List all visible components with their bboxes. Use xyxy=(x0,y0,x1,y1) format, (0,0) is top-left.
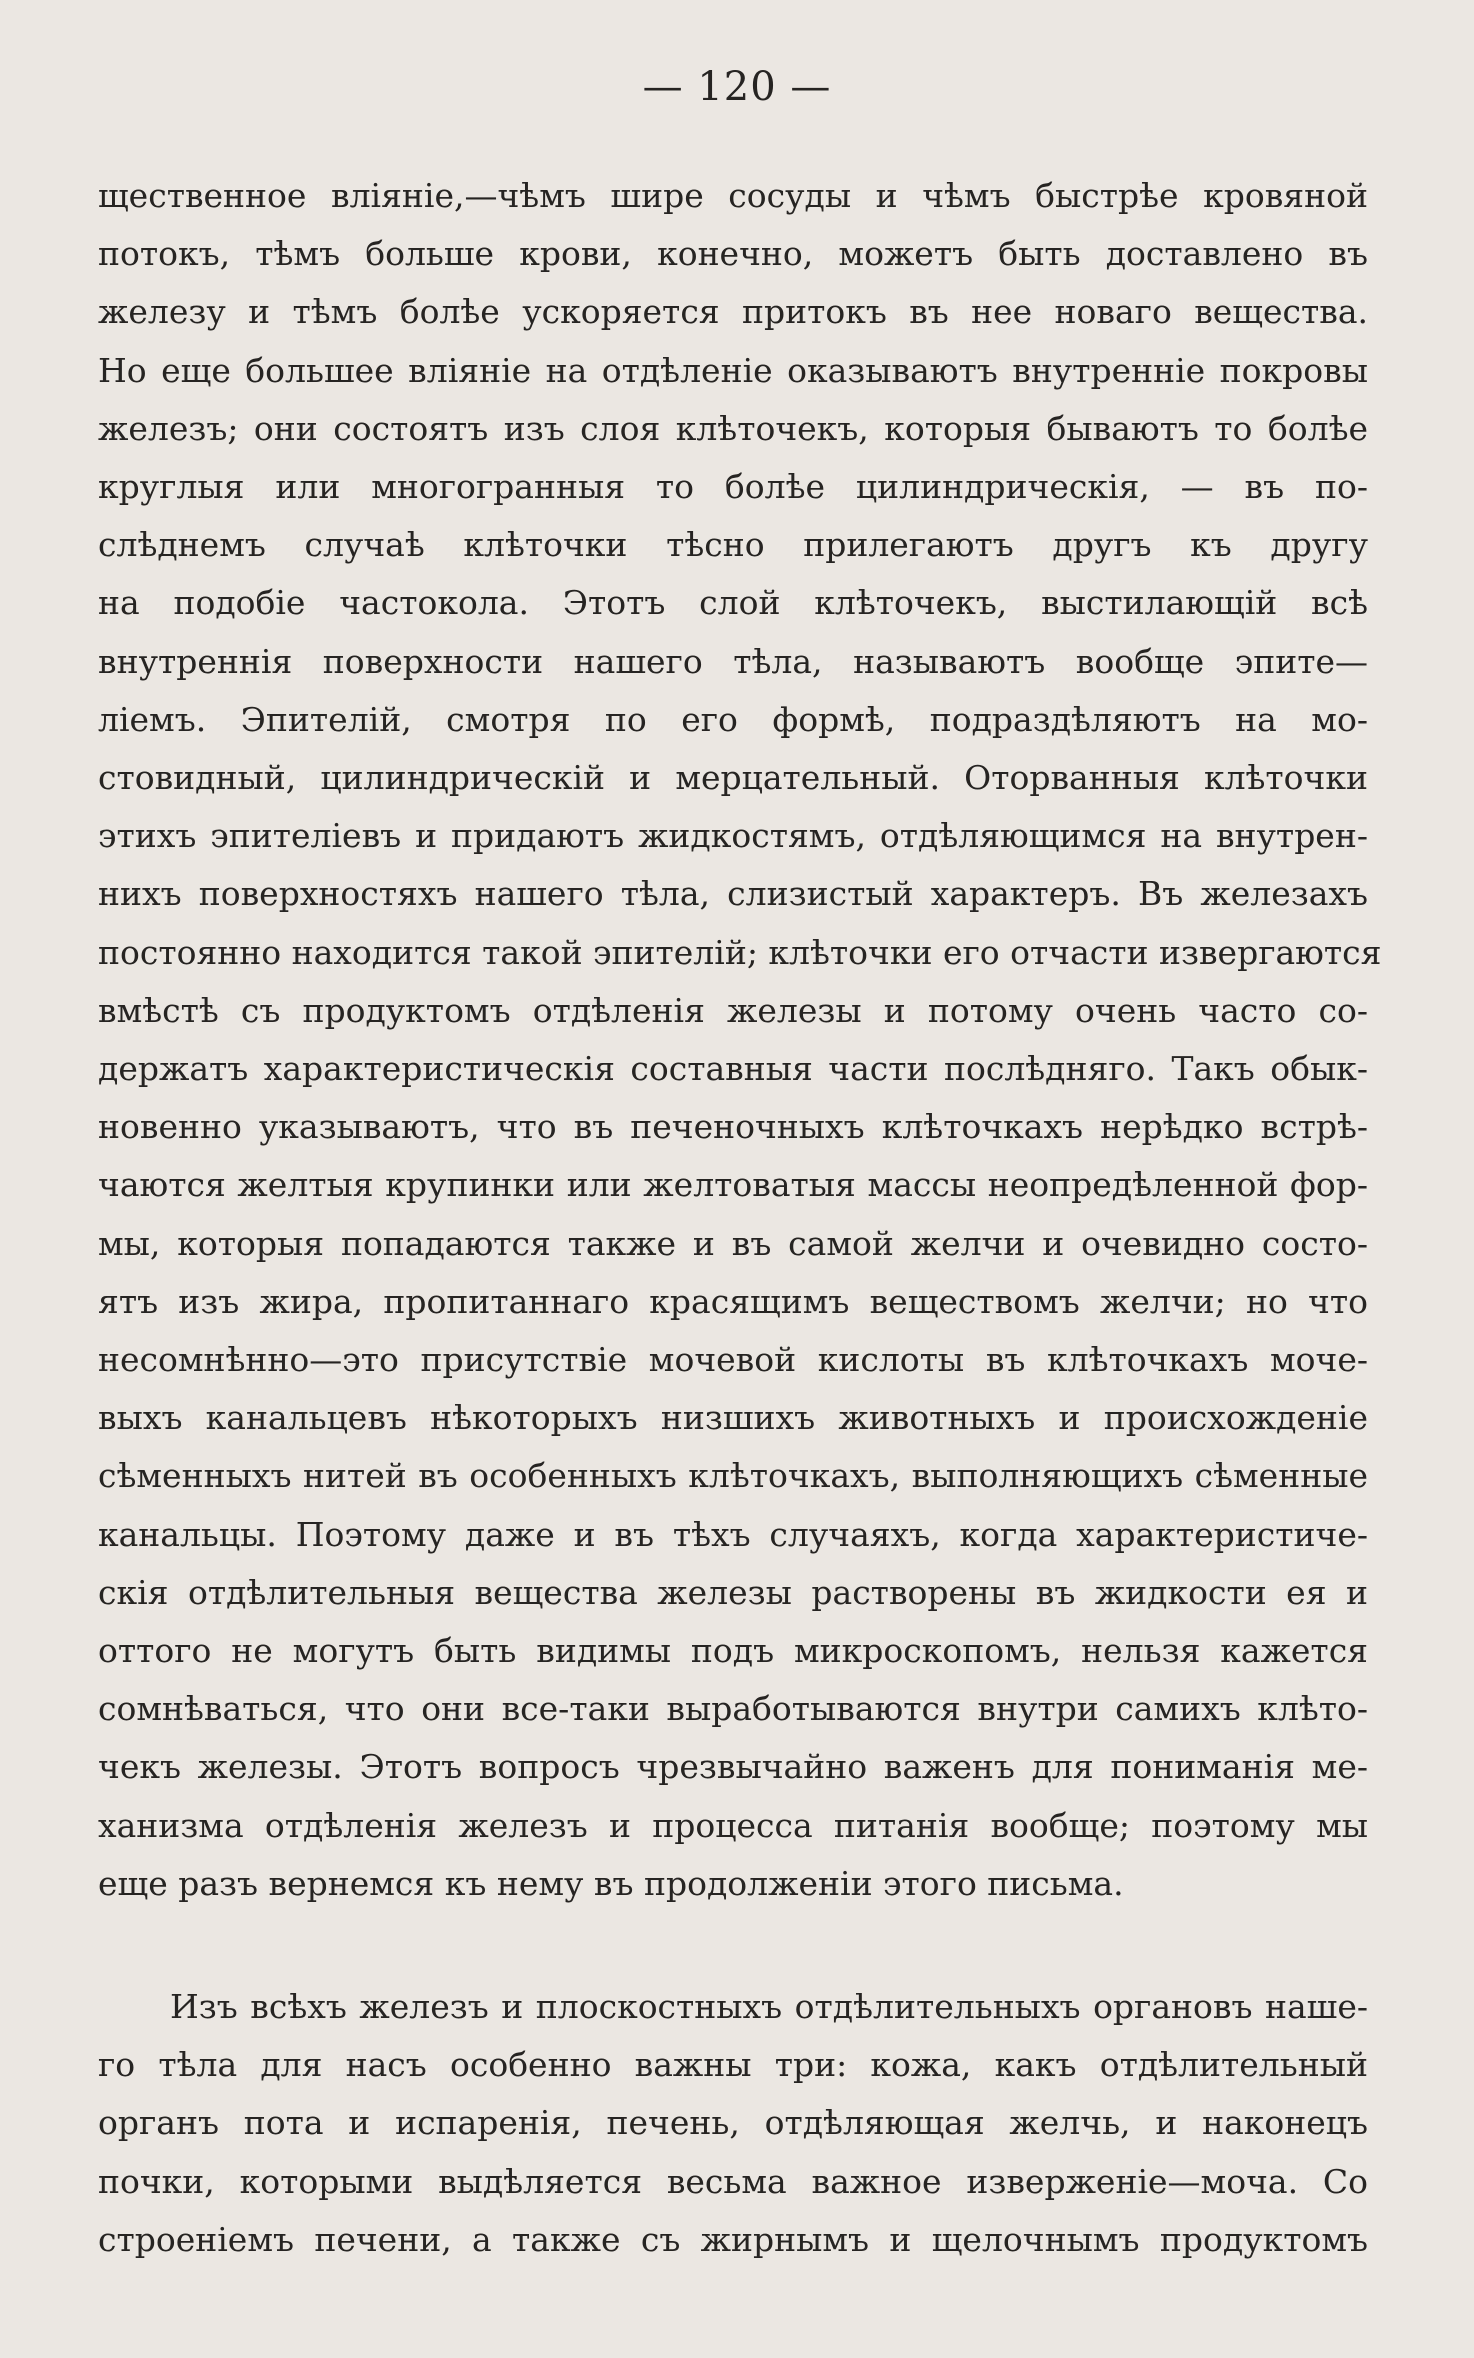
text-line: чекъ железы. Этотъ вопросъ чрезвычайно важенъ для пониманія ме- xyxy=(98,1747,1368,1786)
text-line: щественное вліяніе,—чѣмъ шире сосуды и чѣмъ быстрѣе кровяной xyxy=(98,176,1368,215)
text-line: железу и тѣмъ болѣе ускоряется притокъ въ нее новаго вещества. xyxy=(98,292,1368,331)
text-line: мы, которыя попадаются также и въ самой желчи и очевидно состо- xyxy=(98,1224,1368,1263)
text-line: внутреннія поверхности нашего тѣла, называютъ вообще эпите— xyxy=(98,642,1368,681)
text-line: слѣднемъ случаѣ клѣточки тѣсно прилегаютъ другъ къ другу xyxy=(98,525,1368,564)
text-line: круглыя или многогранныя то болѣе цилиндрическія, — въ по- xyxy=(98,467,1368,506)
text-line: несомнѣнно—это присутствіе мочевой кислоты въ клѣточкахъ моче- xyxy=(98,1340,1368,1379)
text-line: держатъ характеристическія составныя части послѣдняго. Такъ обык- xyxy=(98,1049,1368,1088)
text-line: новенно указываютъ, что въ печеночныхъ клѣточкахъ нерѣдко встрѣ- xyxy=(98,1107,1368,1146)
text-line: вмѣстѣ съ продуктомъ отдѣленія железы и потому очень часто со- xyxy=(98,991,1368,1030)
text-line: чаются желтыя крупинки или желтоватыя массы неопредѣленной фор- xyxy=(98,1165,1368,1204)
text-line: скія отдѣлительныя вещества железы растворены въ жидкости ея и xyxy=(98,1573,1368,1612)
page-number: — 120 — xyxy=(642,64,832,110)
text-line: Но еще большее вліяніе на отдѣленіе оказываютъ внутренніе покровы xyxy=(98,351,1368,390)
text-line: железъ; они состоятъ изъ слоя клѣточекъ, которыя бываютъ то болѣе xyxy=(98,409,1368,448)
text-line: стовидный, цилиндрическій и мерцательный. Оторванныя клѣточки xyxy=(98,758,1368,797)
text-line: ханизма отдѣленія железъ и процесса питанія вообще; поэтому мы xyxy=(98,1806,1368,1845)
text-line: потокъ, тѣмъ больше крови, конечно, можетъ быть доставлено въ xyxy=(98,234,1368,273)
text-line: оттого не могутъ быть видимы подъ микроскопомъ, нельзя кажется xyxy=(98,1631,1368,1670)
text-line: органъ пота и испаренія, печень, отдѣляющая желчь, и наконецъ xyxy=(98,2103,1368,2142)
text-line: выхъ канальцевъ нѣкоторыхъ низшихъ животныхъ и происхожденіе xyxy=(98,1398,1368,1437)
text-line: Изъ всѣхъ железъ и плоскостныхъ отдѣлительныхъ органовъ наше- xyxy=(170,1987,1368,2026)
text-line: го тѣла для насъ особенно важны три: кожа, какъ отдѣлительный xyxy=(98,2045,1368,2084)
text-line: нихъ поверхностяхъ нашего тѣла, слизистый характеръ. Въ железахъ xyxy=(98,874,1368,913)
text-line: ліемъ. Эпителій, смотря по его формѣ, подраздѣляютъ на мо- xyxy=(98,700,1368,739)
text-line: сѣменныхъ нитей въ особенныхъ клѣточкахъ, выполняющихъ сѣменные xyxy=(98,1456,1368,1495)
text-line: на подобіе частокола. Этотъ слой клѣточекъ, выстилающій всѣ xyxy=(98,583,1368,622)
text-line: ятъ изъ жира, пропитаннаго красящимъ веществомъ желчи; но что xyxy=(98,1282,1368,1321)
text-line: строеніемъ печени, а также съ жирнымъ и щелочнымъ продуктомъ xyxy=(98,2220,1368,2259)
text-line: канальцы. Поэтому даже и въ тѣхъ случаяхъ, когда характеристиче- xyxy=(98,1515,1368,1554)
text-line: еще разъ вернемся къ нему въ продолженіи этого письма. xyxy=(98,1864,1124,1903)
text-line: этихъ эпителіевъ и придаютъ жидкостямъ, отдѣляющимся на внутрен- xyxy=(98,816,1368,855)
text-line: почки, которыми выдѣляется весьма важное изверженіе—моча. Со xyxy=(98,2162,1368,2201)
text-line: сомнѣваться, что они все-таки выработываются внутри самихъ клѣто- xyxy=(98,1689,1368,1728)
text-line: постоянно находится такой эпителій; клѣточки его отчасти извергаются xyxy=(98,933,1382,972)
